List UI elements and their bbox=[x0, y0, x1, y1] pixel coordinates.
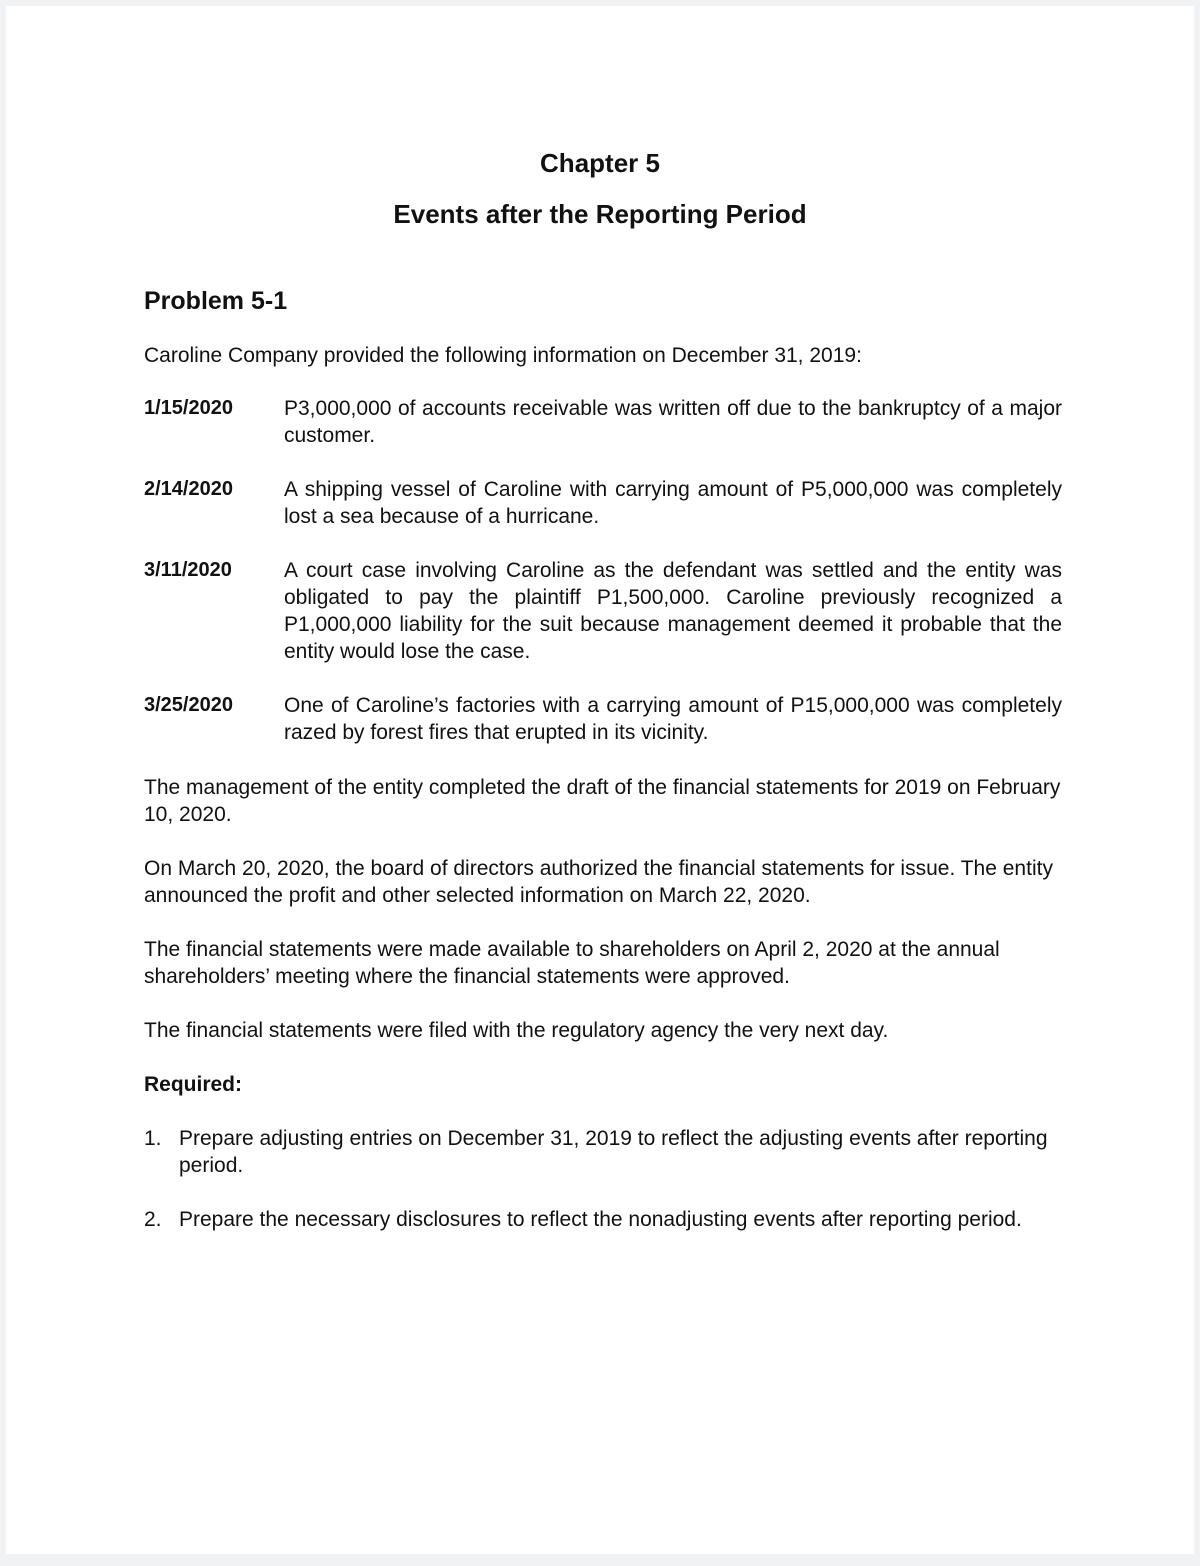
event-date: 3/25/2020 bbox=[144, 694, 233, 716]
paragraph-availability: The financial statements were made available to shareholders on April 2, 2020 at the annual shareholders’ meeting where the financial statements were approved. bbox=[144, 938, 1000, 988]
requirement-text: Prepare adjusting entries on December 31, 2019 to reflect the adjusting events after reporting period. bbox=[179, 1127, 1048, 1177]
requirement-text: Prepare the necessary disclosures to reflect the nonadjusting events after reporting period. bbox=[179, 1208, 1022, 1231]
title-block bbox=[6, 146, 1194, 231]
problem-content bbox=[144, 284, 1062, 1260]
required-heading: Required: bbox=[144, 1073, 243, 1096]
event-item bbox=[144, 557, 1062, 665]
event-date: 1/15/2020 bbox=[144, 397, 233, 419]
requirement-item bbox=[144, 1125, 1062, 1179]
paragraph-draft: The management of the entity completed the draft of the financial statements for 2019 on February 10, 2020. bbox=[144, 776, 1061, 826]
requirement-number: 2. bbox=[144, 1208, 162, 1231]
problem-intro: Caroline Company provided the following information on December 31, 2019: bbox=[144, 344, 862, 367]
requirements-list bbox=[144, 1125, 1062, 1233]
problem-title: Problem 5-1 bbox=[144, 287, 288, 315]
requirement-item bbox=[144, 1206, 1062, 1233]
event-item bbox=[144, 692, 1062, 746]
event-description: A court case involving Caroline as the defendant was settled and the entity was obligated to pay the plaintiff P1,500,000. Caroline previously recognized a P1,000,000 liability for the suit because management deemed it probable that the entity would lose the case. bbox=[284, 559, 1062, 663]
event-list bbox=[144, 395, 1062, 746]
document-page bbox=[6, 6, 1194, 1554]
chapter-title: Chapter 5 bbox=[540, 148, 660, 178]
paragraph-filing: The financial statements were filed with the regulatory agency the very next day. bbox=[144, 1019, 889, 1042]
event-item bbox=[144, 395, 1062, 449]
chapter-subtitle: Events after the Reporting Period bbox=[393, 199, 807, 229]
event-item bbox=[144, 476, 1062, 530]
requirement-number: 1. bbox=[144, 1127, 162, 1150]
event-date: 3/11/2020 bbox=[144, 559, 232, 581]
event-description: One of Caroline’s factories with a carrying amount of P15,000,000 was completely razed by forest fires that erupted in its vicinity. bbox=[284, 694, 1062, 744]
event-description: A shipping vessel of Caroline with carrying amount of P5,000,000 was completely lost a sea because of a hurricane. bbox=[284, 478, 1062, 528]
paragraph-authorization: On March 20, 2020, the board of directors authorized the financial statements for issue. The entity announced the profit and other selected information on March 22, 2020. bbox=[144, 857, 1053, 907]
event-description: P3,000,000 of accounts receivable was written off due to the bankruptcy of a major customer. bbox=[284, 397, 1062, 447]
event-date: 2/14/2020 bbox=[144, 478, 233, 500]
